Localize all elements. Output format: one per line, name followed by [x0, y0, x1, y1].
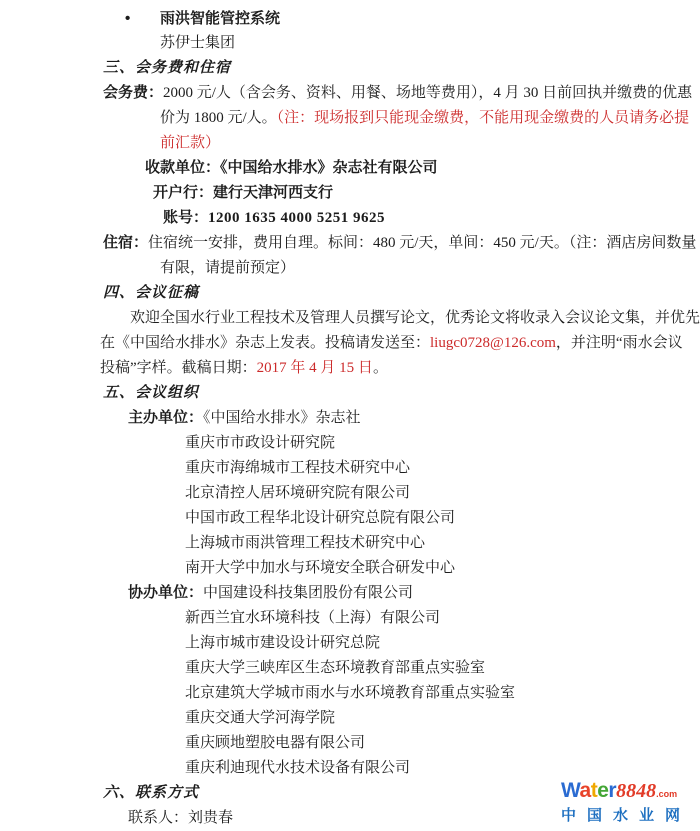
lodging-text-1: 住宿统一安排，费用自理。标间：480 元/天，单间：450 元/天。（注：酒店房间数量 [148, 235, 697, 251]
section5-heading-text: 五、会议组织 [103, 385, 200, 401]
logo-letter-t: t [590, 779, 598, 802]
fee-note-red-2: 前汇款） [160, 135, 221, 151]
section4-heading-text: 四、会议征稿 [103, 285, 200, 301]
payee-line [145, 156, 700, 181]
logo-number: 8848 [616, 780, 657, 802]
cfp-line-3 [100, 356, 700, 381]
account-label: 账号： [163, 210, 209, 226]
logo-chinese-name: 中国水业网 [561, 807, 692, 824]
contact-value: 刘贵春 [188, 810, 234, 826]
bullet-item [100, 6, 700, 31]
bank-label: 开户行： [153, 185, 214, 201]
water8848-logo[interactable] [561, 779, 697, 825]
host-org-text: 上海城市雨洪管理工程技术研究中心 [185, 535, 426, 551]
account-line [163, 206, 700, 231]
co-host-org-text: 上海市城市建设设计研究总院 [185, 635, 381, 651]
bank-value: 建行天津河西支行 [213, 185, 334, 201]
bullet-icon: • [125, 10, 131, 27]
host-org-item [185, 431, 700, 456]
host-org-text: 重庆市市政设计研究院 [185, 435, 336, 451]
lodging-line-1 [103, 231, 700, 256]
section5-heading [103, 381, 700, 406]
section3-heading [103, 56, 700, 81]
logo-letter-r: r [608, 779, 617, 802]
host-org-text: 中国市政工程华北设计研究总院有限公司 [185, 510, 456, 526]
email-link[interactable]: liugc0728@126.com [430, 335, 556, 351]
fee-line-1 [103, 81, 700, 106]
bank-line [153, 181, 700, 206]
co-host-org-item [185, 706, 700, 731]
host-org-item [185, 506, 700, 531]
lodging-text-2: 有限，请提前预定） [160, 260, 296, 276]
co-host-org-text: 新西兰宜水环境科技（上海）有限公司 [185, 610, 441, 626]
co-host-org-text: 重庆顾地塑胶电器有限公司 [185, 735, 366, 751]
fee-text-1: 2000 元/人（含会务、资料、用餐、场地等费用），4 月 30 日前回执并缴费的优惠 [163, 85, 693, 101]
account-number: 1200 1635 4000 5251 9625 [208, 210, 386, 226]
deadline-date: 2017 年 4 月 15 日 [256, 360, 373, 376]
host-line [128, 406, 700, 431]
co-host-org-item [185, 631, 700, 656]
cfp-text-5: 。 [372, 360, 388, 376]
section4-heading [103, 281, 700, 306]
host-org-text: 南开大学中加水与环境安全联合研发中心 [185, 560, 456, 576]
host-org-item [185, 556, 700, 581]
cfp-text-3: ，并注明“雨水会议 [555, 335, 683, 351]
co-host-line [128, 581, 700, 606]
payee-value: 《中国给水排水》杂志社有限公司 [220, 160, 438, 176]
logo-letter-w: W [561, 779, 580, 802]
bullet-item-text: 雨洪智能管控系统 [160, 11, 281, 27]
host-org-text: 重庆市海绵城市工程技术研究中心 [185, 460, 411, 476]
co-host-org-text: 北京建筑大学城市雨水与水环境教育部重点实验室 [185, 685, 516, 701]
fee-line-2 [160, 106, 700, 131]
host-label: 主办单位： [128, 410, 204, 426]
co-host-org-item [185, 756, 700, 781]
section3-heading-text: 三、会务费和住宿 [103, 60, 232, 76]
co-host-org-item [185, 681, 700, 706]
section6-heading-text: 六、联系方式 [103, 785, 200, 801]
co-host-org-text: 重庆大学三峡库区生态环境教育部重点实验室 [185, 660, 486, 676]
fee-note-red-1: （注：现场报到只能现金缴费，不能用现金缴费的人员请务必提 [276, 110, 690, 126]
logo-letter-a: a [579, 779, 591, 802]
host-org-text: 北京清控人居环境研究院有限公司 [185, 485, 411, 501]
fee-line-3 [160, 131, 700, 156]
contact-label: 联系人： [128, 810, 189, 826]
co-host-first-org: 中国建设科技集团股份有限公司 [203, 585, 414, 601]
co-host-label: 协办单位： [128, 585, 204, 601]
co-host-org-item [185, 731, 700, 756]
logo-letter-e: e [597, 779, 609, 802]
fee-label: 会务费： [103, 85, 164, 101]
lodging-label: 住宿： [103, 235, 149, 251]
host-org-item [185, 531, 700, 556]
bullet-sub-item-text: 苏伊士集团 [160, 35, 236, 51]
co-host-org-item [185, 656, 700, 681]
host-org-item [185, 456, 700, 481]
cfp-text-1: 欢迎全国水行业工程技术及管理人员撰写论文，优秀论文将收录入会议论文集，并优先 [130, 310, 700, 326]
host-first-org: 《中国给水排水》杂志社 [203, 410, 361, 426]
cfp-line-2 [100, 331, 700, 356]
lodging-line-2 [160, 256, 700, 281]
water8848-wordmark [561, 779, 697, 806]
co-host-org-text: 重庆利迪现代水技术设备有限公司 [185, 760, 411, 776]
bullet-sub-item [160, 31, 700, 56]
cfp-line-1 [130, 306, 700, 331]
host-org-item [185, 481, 700, 506]
cfp-text-2: 在《中国给水排水》杂志上发表。投稿请发送至： [100, 335, 431, 351]
co-host-org-text: 重庆交通大学河海学院 [185, 710, 336, 726]
payee-label: 收款单位： [145, 160, 221, 176]
logo-dotcom: .com [656, 789, 678, 799]
fee-text-2: 价为 1800 元/人。 [160, 110, 277, 126]
co-host-org-item [185, 606, 700, 631]
cfp-text-4: 投稿”字样。截稿日期： [100, 360, 257, 376]
